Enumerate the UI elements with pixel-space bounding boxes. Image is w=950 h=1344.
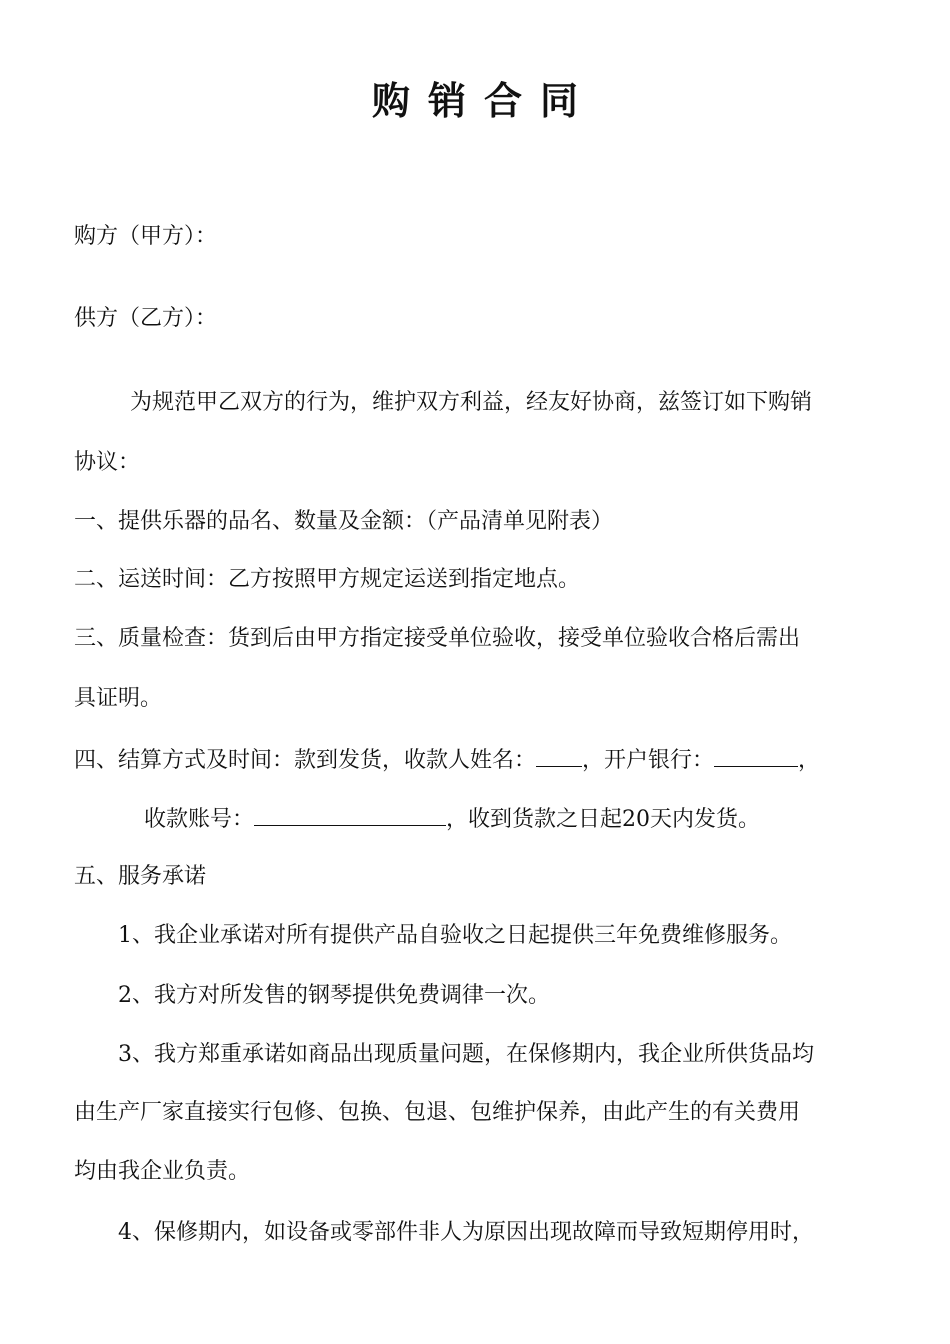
clause-4-prefix: 四、结算方式及时间：款到发货，收款人姓名： [74, 748, 537, 773]
preamble-text-1: 为规范甲乙双方的行为，维护双方利益，经友好协商，兹签订如下购销 [130, 390, 813, 415]
commitment-3-line-3: 均由我企业负责。 [74, 1159, 251, 1184]
document-title: 购销合同 [371, 79, 596, 123]
commitment-1: 1、我企业承诺对所有提供产品自验收之日起提供三年免费维修服务。 [118, 923, 792, 948]
buyer-label: 购方（甲方）： [74, 224, 218, 249]
clause-3-line-2: 具证明。 [74, 686, 163, 711]
account-suffix: ，收到货款之日起20天内发货。 [446, 807, 761, 832]
clause-1: 一、提供乐器的品名、数量及金额：（产品清单见附表） [74, 509, 614, 534]
commitment-4-line-1: 4、保修期内，如设备或零部件非人为原因出现故障而导致短期停用时， [118, 1220, 814, 1245]
clause-4-line-1 [74, 744, 884, 776]
commitment-2: 2、我方对所发售的钢琴提供免费调律一次。 [118, 983, 550, 1008]
clause-3-line-1: 三、质量检查：货到后由甲方指定接受单位验收，接受单位验收合格后需出 [74, 626, 801, 651]
commitment-3-line-2: 由生产厂家直接实行包修、包换、包退、包维护保养，由此产生的有关费用 [74, 1100, 801, 1125]
clause-4-line-2 [144, 803, 950, 835]
clause-4-bank-label: ，开户银行： [582, 748, 715, 773]
clause-5-heading: 五、服务承诺 [74, 864, 207, 889]
account-label: 收款账号： [144, 807, 255, 832]
preamble-line-1 [74, 388, 884, 418]
clause-2: 二、运送时间：乙方按照甲方规定运送到指定地点。 [74, 567, 581, 592]
account-number-blank[interactable] [254, 803, 446, 826]
commitment-3-line-1: 3、我方郑重承诺如商品出现质量问题，在保修期内，我企业所供货品均 [118, 1042, 814, 1067]
clause-4-end: ， [798, 748, 821, 773]
payee-name-blank[interactable] [536, 744, 582, 767]
preamble-line-2: 协议： [74, 450, 141, 475]
seller-label: 供方（乙方）： [74, 306, 218, 331]
bank-name-blank[interactable] [714, 744, 798, 767]
